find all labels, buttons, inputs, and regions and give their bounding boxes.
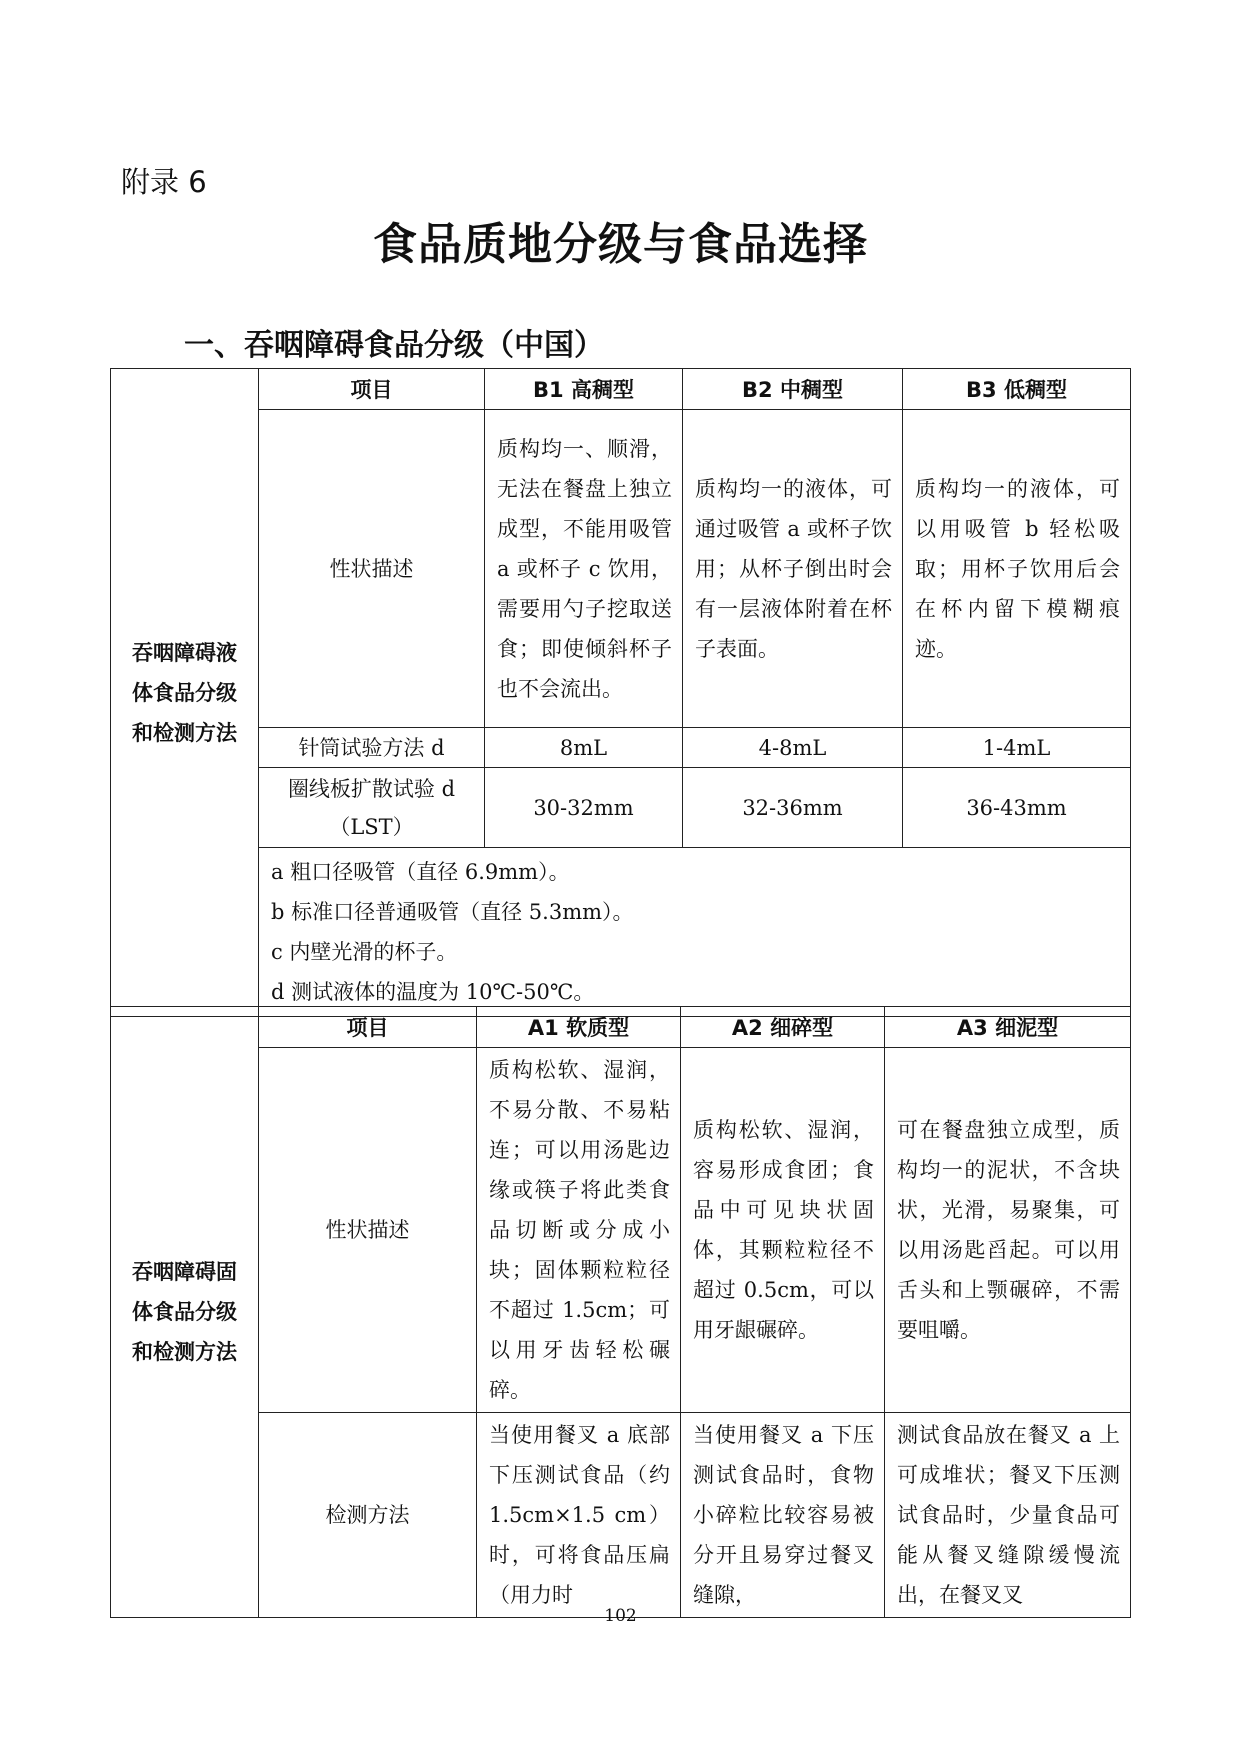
liquid-row-label-lst: 圈线板扩散试验 d（LST） (259, 768, 485, 848)
solid-a3-test: 测试食品放在餐叉 a 上可成堆状；餐叉下压测试食品时，少量食品可能从餐叉缝隙缓慢流出，在餐叉叉 (885, 1413, 1131, 1618)
liquid-header-b2: B2 中稠型 (683, 369, 903, 410)
page-number: 102 (604, 1606, 637, 1626)
liquid-b2-lst: 32-36mm (683, 768, 903, 848)
solid-a2-description: 质构松软、湿润，容易形成食团；食品中可见块状固体，其颗粒粒径不超过 0.5cm，可以用牙龈碾碎。 (681, 1048, 885, 1413)
liquid-b1-description: 质构均一、顺滑，无法在餐盘上独立成型，不能用吸管 a 或杯子 c 饮用，需要用勺子挖取送食；即使倾斜杯子也不会流出。 (485, 410, 683, 728)
solid-a1-test: 当使用餐叉 a 底部下压测试食品（约 1.5cm×1.5 cm）时，可将食品压扁（用力时 (477, 1413, 681, 1618)
solid-a2-test: 当使用餐叉 a 下压测试食品时，食物小碎粒比较容易被分开且易穿过餐叉缝隙， (681, 1413, 885, 1618)
liquid-b1-lst: 30-32mm (485, 768, 683, 848)
liquid-row-label-description: 性状描述 (259, 410, 485, 728)
solid-row-label-description: 性状描述 (259, 1048, 477, 1413)
appendix-label: 附录 6 (121, 165, 207, 199)
liquid-b3-syringe: 1-4mL (903, 728, 1131, 768)
liquid-b3-description: 质构均一的液体，可以用吸管 b 轻松吸取；用杯子饮用后会在杯内留下模糊痕迹。 (903, 410, 1131, 728)
solid-category-label: 吞咽障碍固体食品分级和检测方法 (132, 1260, 237, 1364)
liquid-footnotes (259, 848, 1131, 1017)
footnote-d: d 测试液体的温度为 10℃-50℃。 (271, 980, 595, 1004)
liquid-b3-lst: 36-43mm (903, 768, 1131, 848)
liquid-food-table (110, 368, 1131, 1017)
solid-a3-description: 可在餐盘独立成型，质构均一的泥状，不含块状，光滑，易聚集，可以用汤匙舀起。可以用舌头和上颚碾碎，不需要咀嚼。 (885, 1048, 1131, 1413)
solid-header-item: 项目 (259, 1007, 477, 1048)
liquid-category-label: 吞咽障碍液体食品分级和检测方法 (132, 640, 237, 745)
footnote-c: c 内壁光滑的杯子。 (271, 940, 458, 964)
section-title: 一、吞咽障碍食品分级（中国） (184, 328, 604, 363)
liquid-header-item: 项目 (259, 369, 485, 410)
liquid-b1-syringe: 8mL (485, 728, 683, 768)
solid-header-a3: A3 细泥型 (885, 1007, 1131, 1048)
solid-header-a2: A2 细碎型 (681, 1007, 885, 1048)
solid-header-a1: A1 软质型 (477, 1007, 681, 1048)
page-title: 食品质地分级与食品选择 (373, 219, 868, 270)
solid-a1-description: 质构松软、湿润，不易分散、不易粘连；可以用汤匙边缘或筷子将此类食品切断或分成小块；固体颗粒粒径不超过 1.5cm；可以用牙齿轻松碾碎。 (477, 1048, 681, 1413)
footnote-b: b 标准口径普通吸管（直径 5.3mm）。 (271, 900, 634, 924)
liquid-row-label-syringe: 针筒试验方法 d (259, 728, 485, 768)
liquid-b2-syringe: 4-8mL (683, 728, 903, 768)
solid-row-label-test: 检测方法 (259, 1413, 477, 1618)
solid-food-table (110, 1006, 1131, 1618)
footnote-a: a 粗口径吸管（直径 6.9mm）。 (271, 860, 570, 884)
liquid-header-b3: B3 低稠型 (903, 369, 1131, 410)
liquid-b2-description: 质构均一的液体，可通过吸管 a 或杯子饮用；从杯子倒出时会有一层液体附着在杯子表面。 (683, 410, 903, 728)
solid-category-cell (111, 1007, 259, 1618)
liquid-header-b1: B1 高稠型 (485, 369, 683, 410)
liquid-category-cell (111, 369, 259, 1017)
